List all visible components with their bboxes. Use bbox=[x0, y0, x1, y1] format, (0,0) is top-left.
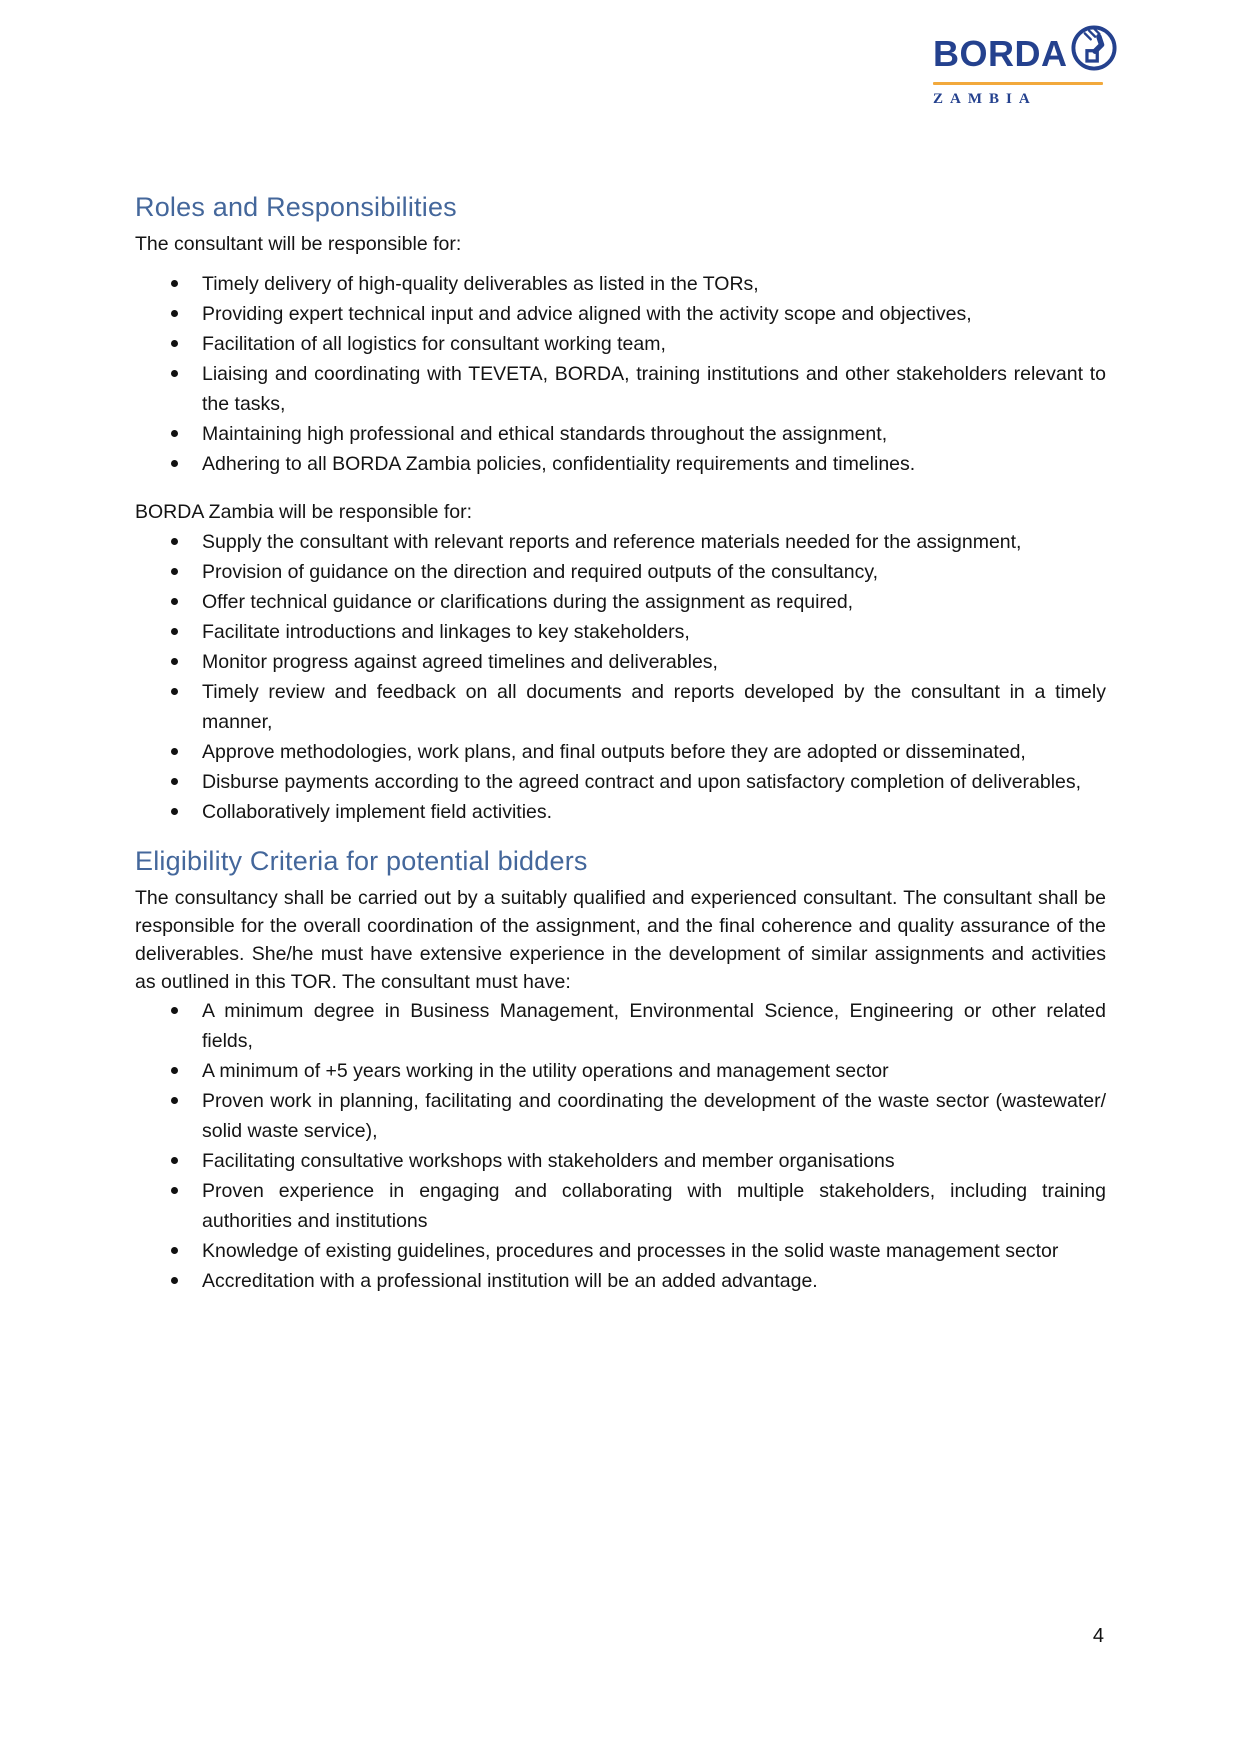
list-item: Timely delivery of high-quality deliverables as listed in the TORs, bbox=[135, 269, 1106, 299]
list-item: A minimum of +5 years working in the utility operations and management sector bbox=[135, 1056, 1106, 1086]
consultant-responsibilities-list bbox=[135, 269, 1106, 479]
list-item: Accreditation with a professional institution will be an added advantage. bbox=[135, 1266, 1106, 1296]
list-item: Supply the consultant with relevant reports and reference materials needed for the assignment, bbox=[135, 527, 1106, 557]
list-item: Provision of guidance on the direction and required outputs of the consultancy, bbox=[135, 557, 1106, 587]
list-item: Facilitate introductions and linkages to key stakeholders, bbox=[135, 617, 1106, 647]
page-number: 4 bbox=[1092, 1625, 1104, 1647]
borda-intro-text: BORDA Zambia will be responsible for: bbox=[135, 501, 473, 523]
list-item: Adhering to all BORDA Zambia policies, confidentiality requirements and timelines. bbox=[135, 449, 1106, 479]
borda-responsibilities-list bbox=[135, 527, 1106, 827]
list-item: Collaboratively implement field activities. bbox=[135, 797, 1106, 827]
list-item: Approve methodologies, work plans, and final outputs before they are adopted or disseminated, bbox=[135, 737, 1106, 767]
logo-region-label: ZAMBIA bbox=[933, 91, 1037, 107]
section-heading-eligibility: Eligibility Criteria for potential bidders bbox=[135, 846, 588, 876]
list-item: Proven work in planning, facilitating and coordinating the development of the waste sector (wastewater/ solid waste service), bbox=[135, 1086, 1106, 1146]
list-item: Disburse payments according to the agreed contract and upon satisfactory completion of deliverables, bbox=[135, 767, 1106, 797]
logo-wordmark: BORDA bbox=[933, 33, 1068, 74]
list-item: Proven experience in engaging and collaborating with multiple stakeholders, including training authorities and institutions bbox=[135, 1176, 1106, 1236]
document-content bbox=[135, 0, 1106, 1296]
list-item: Monitor progress against agreed timelines and deliverables, bbox=[135, 647, 1106, 677]
list-item: Offer technical guidance or clarifications during the assignment as required, bbox=[135, 587, 1106, 617]
roles-intro-text: The consultant will be responsible for: bbox=[135, 233, 462, 255]
list-item: Timely review and feedback on all documents and reports developed by the consultant in a timely manner, bbox=[135, 677, 1106, 737]
list-item: Maintaining high professional and ethical standards throughout the assignment, bbox=[135, 419, 1106, 449]
list-item: Liaising and coordinating with TEVETA, BORDA, training institutions and other stakeholders relevant to the tasks, bbox=[135, 359, 1106, 419]
list-item: Providing expert technical input and advice aligned with the activity scope and objectives, bbox=[135, 299, 1106, 329]
eligibility-criteria-list bbox=[135, 996, 1106, 1296]
section-heading-roles: Roles and Responsibilities bbox=[135, 192, 457, 222]
eligibility-paragraph: The consultancy shall be carried out by a suitably qualified and experienced consultant. The consultant shall be responsible for the overall coordination of the assignment, and the final coherence and quality assurance of the deliverables. She/he must have extensive experience in the development of similar assignments and activities as outlined in this TOR. The consultant must have: bbox=[135, 887, 1106, 993]
list-item: Knowledge of existing guidelines, procedures and processes in the solid waste management sector bbox=[135, 1236, 1106, 1266]
list-item: Facilitating consultative workshops with stakeholders and member organisations bbox=[135, 1146, 1106, 1176]
list-item: A minimum degree in Business Management, Environmental Science, Engineering or other related fields, bbox=[135, 996, 1106, 1056]
list-item: Facilitation of all logistics for consultant working team, bbox=[135, 329, 1106, 359]
